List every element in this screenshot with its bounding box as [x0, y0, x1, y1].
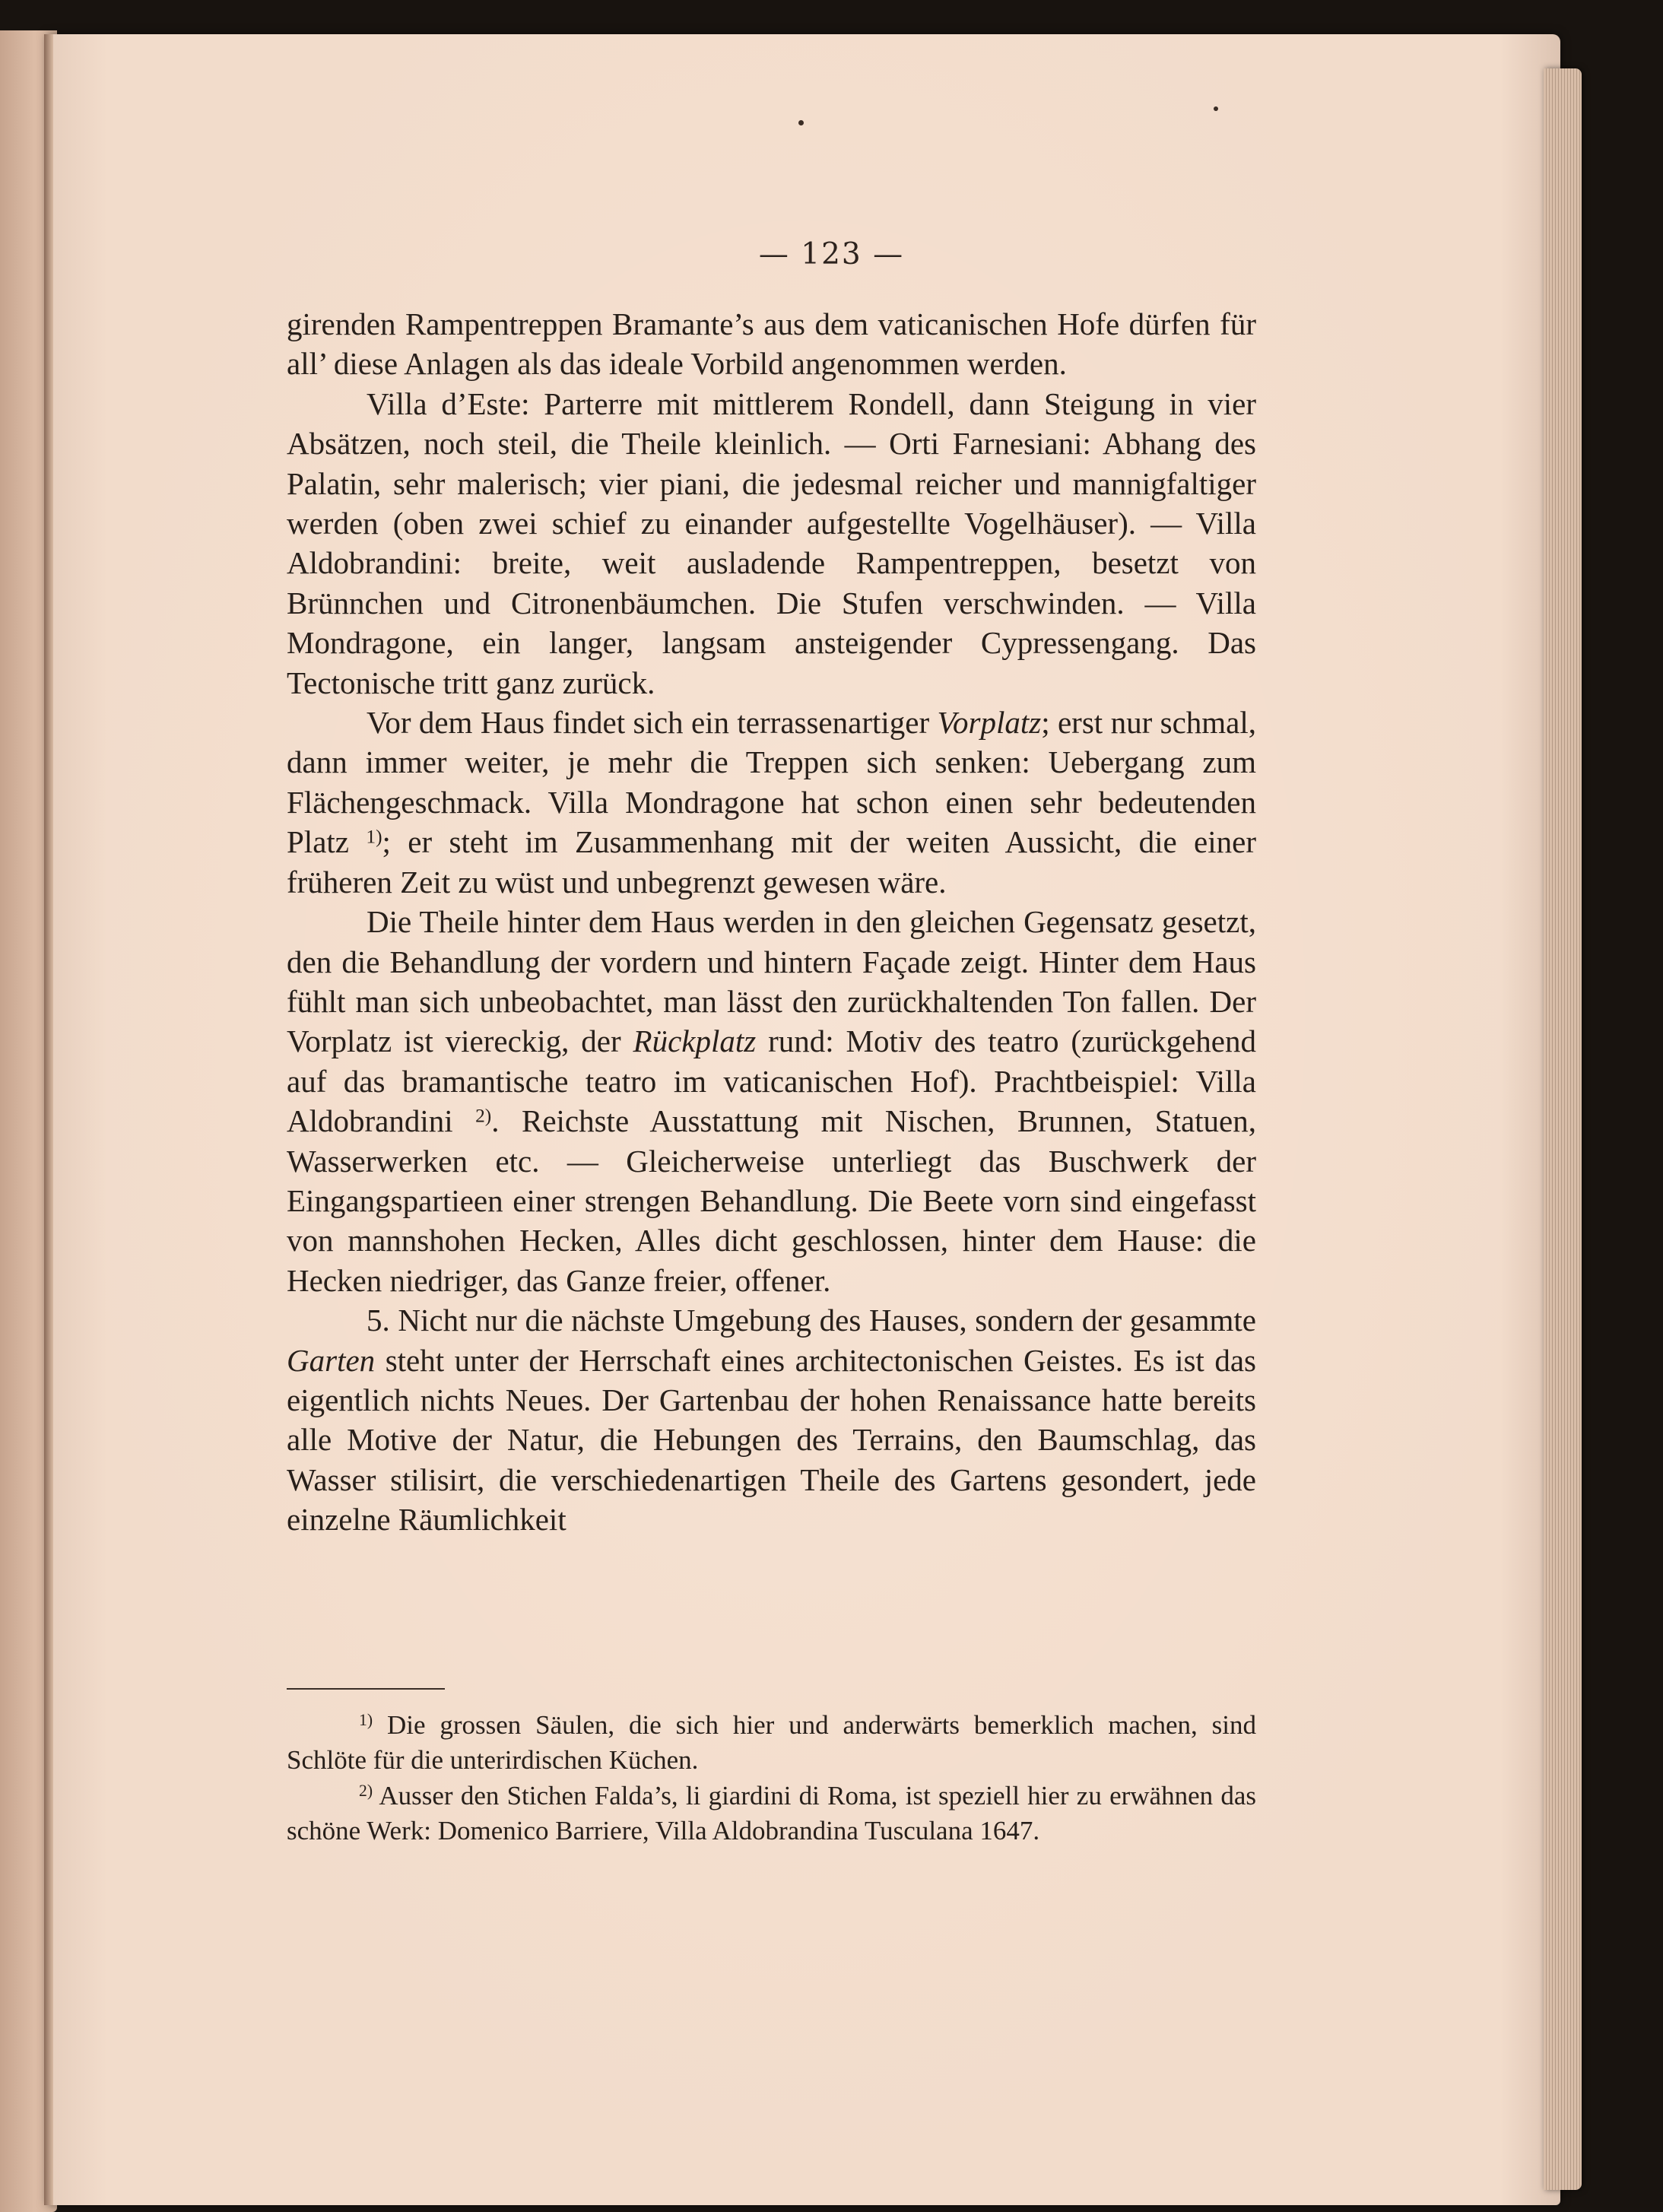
footnote-ref: 1) — [366, 826, 382, 848]
footnote-text: Die grossen Säulen, die sich hier und anderwärts bemerklich machen, sind Schlöte für die unterirdischen Küchen. — [287, 1710, 1256, 1775]
footnote-mark: 1) — [359, 1711, 373, 1730]
footnote-text: Ausser den Stichen Falda’s, li giardini di Roma, ist speziell hier zu erwähnen das schöne Werk: Domenico Barriere, Villa Aldobrandina Tusculana 1647. — [287, 1781, 1256, 1845]
italic-term: Vorplatz — [937, 705, 1042, 741]
gutter-shadow — [44, 34, 53, 2205]
paragraph: Villa d’Este: Parterre mit mittlerem Rondell, dann Steigung in vier Absätzen, noch steil, die Theile kleinlich. — Orti Farnesiani: Abhang des Palatin, sehr malerisch; vier piani, die jedesmal reicher und mannigfaltiger werden (oben zwei schief zu einander aufgestellte Vogelhäuser). — Villa Aldobrandini: breite, weit ausladende Rampentreppen, besetzt von Brünnchen und Citronenbäumchen. Die Stufen verschwinden. — Villa Mondragone, ein langer, langsam ansteigender Cypressengang. Das Tectonische tritt ganz zurück. — [287, 386, 1256, 700]
footnote — [287, 1708, 1256, 1777]
page-stack-edge — [1544, 68, 1582, 2190]
italic-term: Garten — [287, 1342, 376, 1378]
footnote — [287, 1779, 1256, 1848]
page-number: — 123 — — [758, 237, 905, 271]
paragraph: Die Theile hinter dem Haus werden in den gleichen Gegensatz gesetzt, den die Behandlung der vordern und hintern Façade zeigt. Hinter dem Haus fühlt man sich unbeobachtet, man lässt den zurückhaltenden Ton fallen. Der Vorplatz ist viereckig, der Rückplatz rund: Motiv des teatro (zurückgehend auf das bramantische teatro im vaticanischen Hof). Prachtbeispiel: Villa Aldobrandini $^{2)}$. Reichste Ausstattung mit Nischen, Brunnen, Statuen, Wasserwerken etc. — Gleicherweise unterliegt das Buschwerk der Eingangspartieen einer strengen Behandlung. Die Beete vorn sind eingefasst von mannshohen Hecken, Alles dicht geschlossen, hinter dem Hause: die Hecken niedriger, das Ganze freier, offener. — [287, 904, 1256, 1298]
paragraph: 5. Nicht nur die nächste Umgebung des Hauses, sondern der gesammte Garten steht unter der Herrschaft eines architectonischen Geistes. Es ist das eigentlich nichts Neues. Der Gartenbau der hohen Renaissance hatte bereits alle Motive der Natur, die Hebungen des Terrains, den Baumschlag, das Wasser stilisirt, die verschiedenartigen Theile des Gartens gesondert, jede einzelne Räumlichkeit — [287, 1303, 1256, 1538]
paragraph: girenden Rampentreppen Bramante’s aus dem vaticanischen Hofe dürfen für all’ diese Anlagen als das ideale Vorbild angenommen werden. — [287, 306, 1256, 382]
italic-term: Rückplatz — [633, 1023, 757, 1059]
main-text — [287, 304, 1256, 1540]
footnote-divider — [287, 1688, 445, 1690]
paper-speck — [798, 120, 804, 125]
paper-speck — [1214, 106, 1218, 111]
footnotes — [287, 1708, 1256, 1849]
paragraph: Vor dem Haus findet sich ein terrassenartiger Vorplatz; erst nur schmal, dann immer weiter, je mehr die Treppen sich senken: Uebergang zum Flächengeschmack. Villa Mondragone hat schon einen sehr bedeutenden Platz $^{1)}$; er steht im Zusammenhang mit der weiten Aussicht, die einer früheren Zeit zu wüst und unbegrenzt gewesen wäre. — [287, 705, 1256, 900]
footnote-ref: 2) — [475, 1105, 492, 1127]
footnote-mark: 2) — [359, 1782, 373, 1801]
